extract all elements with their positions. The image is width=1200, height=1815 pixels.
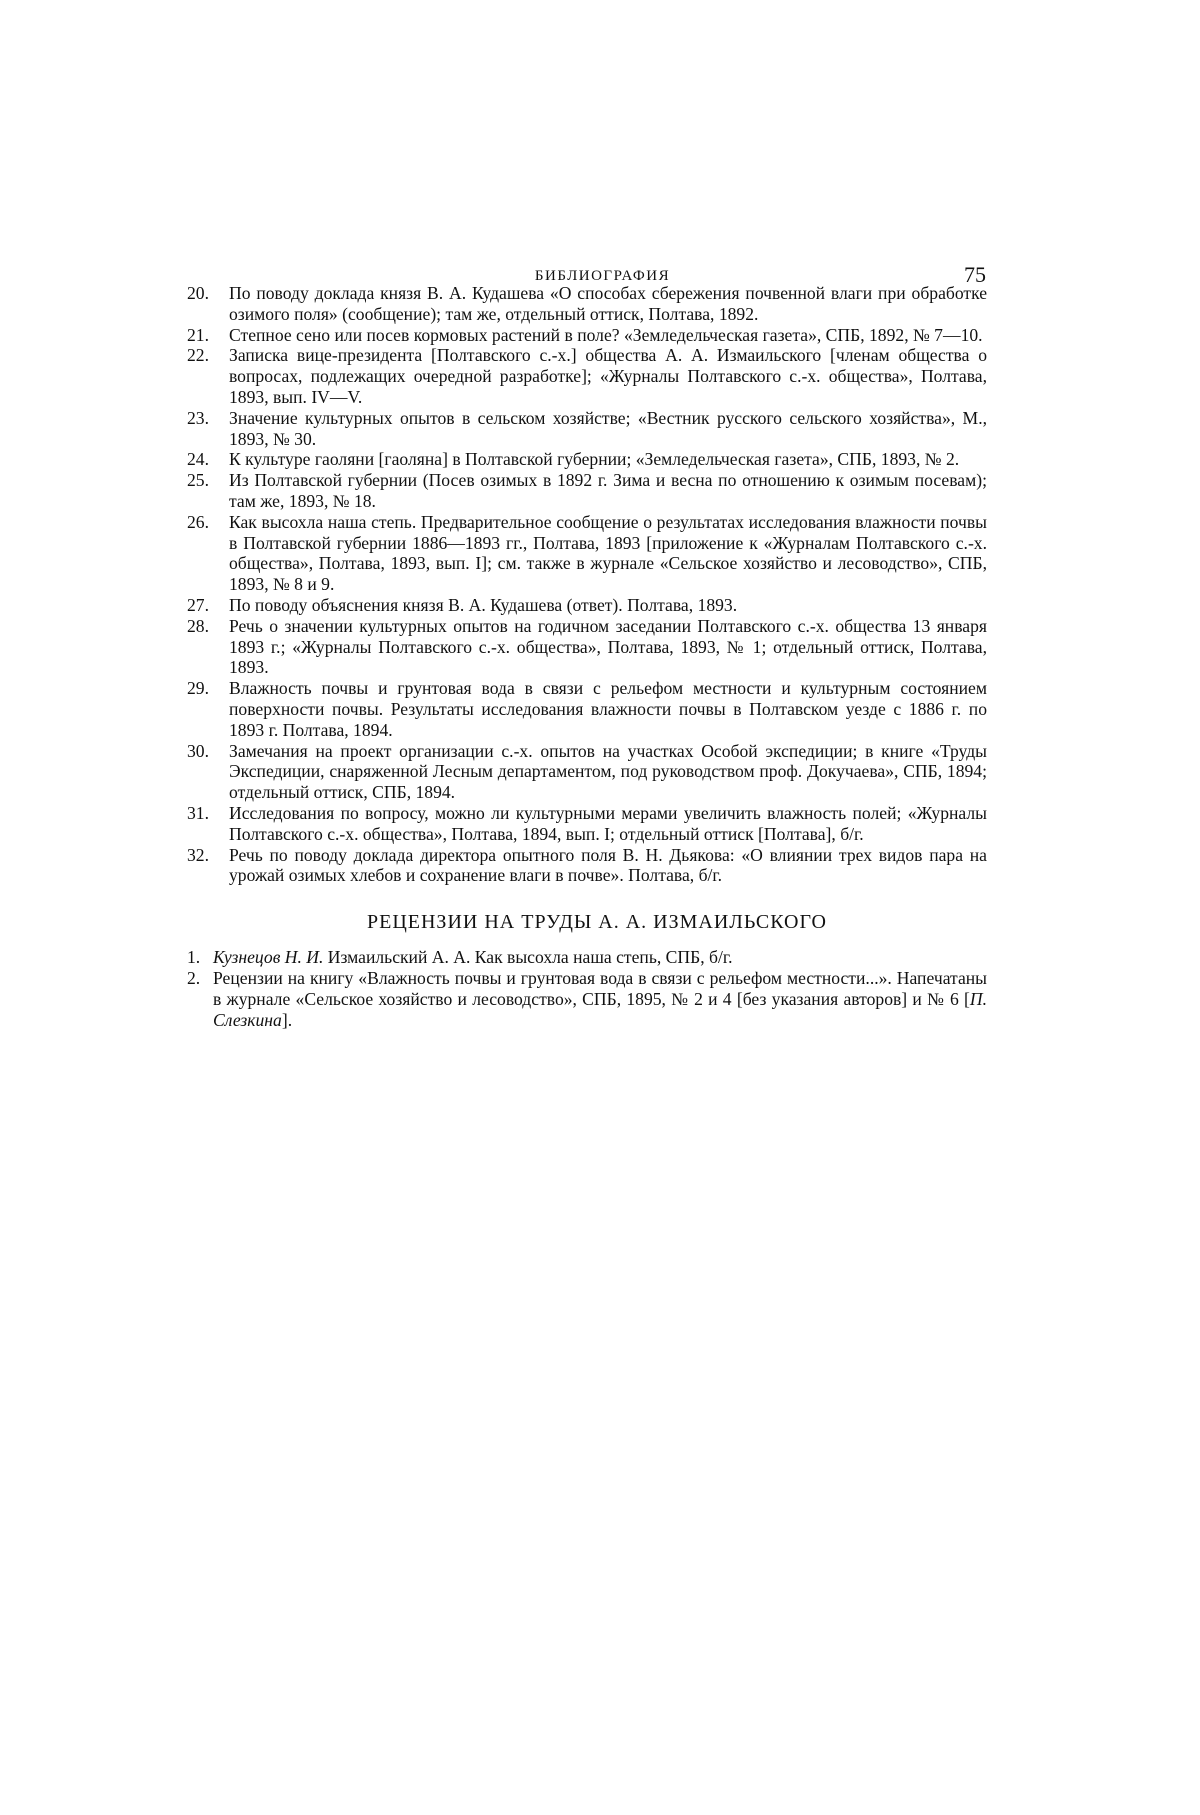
review-author: П. Слезкина: [213, 989, 987, 1030]
page-number: 75: [964, 262, 986, 288]
entry-number: 32.: [187, 845, 225, 866]
bibliography-entry: [187, 325, 987, 346]
entry-number: 23.: [187, 408, 225, 429]
entry-text: Речь по поводу доклада директора опытного поля В. Н. Дьякова: «О влиянии трех видов пара на урожай озимых хлебов и сохранение влаги в почве». Полтава, б/г.: [229, 845, 987, 886]
review-entry: [187, 947, 987, 968]
review-text: Рецензии на книгу «Влажность почвы и грунтовая вода в связи с рельефом местности...». Напечатаны в журнале «Сельское хозяйство и лесоводство», СПБ, 1895, № 2 и 4 [без указания авторов] и № 6 [: [213, 968, 987, 1009]
entry-text: Речь о значении культурных опытов на годичном заседании Полтавского с.-х. общества 13 января 1893 г.; «Журналы Полтавского с.-х. общества», Полтава, 1893, № 1; отдельный оттиск, Полтава, 1893.: [229, 616, 987, 678]
bibliography-entry: [187, 803, 987, 845]
review-tail: ].: [282, 1010, 292, 1030]
entry-text: Замечания на проект организации с.-х. опытов на участках Особой экспедиции; в книге «Труды Экспедиции, снаряженной Лесным департаментом, под руководством проф. Докучаева», СПБ, 1894; отдельный оттиск, СПБ, 1894.: [229, 741, 987, 803]
entry-text: Влажность почвы и грунтовая вода в связи с рельефом местности и культурным состоянием поверхности почвы. Результаты исследования влажности почвы в Полтавском уезде с 1886 г. по 1893 г. Полтава, 1894.: [229, 678, 987, 740]
entry-number: 31.: [187, 803, 225, 824]
entry-text: По поводу доклада князя В. А. Кудашева «О способах сбережения почвенной влаги при обработке озимого поля» (сообщение); там же, отдельный оттиск, Полтава, 1892.: [229, 283, 987, 324]
review-number: 1.: [187, 947, 211, 968]
entry-text: Значение культурных опытов в сельском хозяйстве; «Вестник русского сельского хозяйства», М., 1893, № 30.: [229, 408, 987, 449]
running-title: БИБЛИОГРАФИЯ: [215, 268, 990, 285]
entry-text: Как высохла наша степь. Предварительное сообщение о результатах исследования влажности почвы в Полтавской губернии 1886—1893 гг., Полтава, 1893 [приложение к «Журналам Полтавского с.-х. общества», Полтава, 1893, вып. I]; см. также в журнале «Сельское хозяйство и лесоводство», СПБ, 1893, № 8 и 9.: [229, 512, 987, 594]
entry-text: К культуре гаоляни [гаоляна] в Полтавской губернии; «Земледельческая газета», СПБ, 1893, № 2.: [229, 449, 959, 469]
entry-text: Степное сено или посев кормовых растений в поле? «Земледельческая газета», СПБ, 1892, № 7—10.: [229, 325, 983, 345]
entry-number: 28.: [187, 616, 225, 637]
entry-number: 21.: [187, 325, 225, 346]
entry-number: 20.: [187, 283, 225, 304]
review-text: Измаильский А. А. Как высохла наша степь, СПБ, б/г.: [323, 947, 732, 967]
entry-text: Исследования по вопросу, можно ли культурными мерами увеличить влажность полей; «Журналы Полтавского с.-х. общества», Полтава, 1894, вып. I; отдельный оттиск [Полтава], б/г.: [229, 803, 987, 844]
bibliography-entry: [187, 345, 987, 407]
bibliography-entry: [187, 449, 987, 470]
reviews-heading: РЕЦЕНЗИИ НА ТРУДЫ А. А. ИЗМАИЛЬСКОГО: [187, 911, 987, 934]
entry-number: 27.: [187, 595, 225, 616]
bibliography-entry: [187, 512, 987, 595]
bibliography-entry: [187, 470, 987, 512]
entry-text: Из Полтавской губернии (Посев озимых в 1892 г. Зима и весна по отношению к озимым посевам); там же, 1893, № 18.: [229, 470, 987, 511]
entry-number: 26.: [187, 512, 225, 533]
review-number: 2.: [187, 968, 211, 989]
bibliography-entry: [187, 616, 987, 678]
bibliography-entry: [187, 741, 987, 803]
entry-text: Записка вице-президента [Полтавского с.-х.] общества А. А. Измаильского [членам общества о вопросах, подлежащих очередной разработке]; «Журналы Полтавского с.-х. общества», Полтава, 1893, вып. IV—V.: [229, 345, 987, 407]
entry-number: 25.: [187, 470, 225, 491]
bibliography-entry: [187, 845, 987, 887]
review-author: Кузнецов Н. И.: [213, 947, 323, 967]
bibliography-entry: [187, 283, 987, 325]
bibliography-column: [187, 283, 987, 1030]
bibliography-entry: [187, 595, 987, 616]
document-page: [0, 0, 1200, 1815]
entry-text: По поводу объяснения князя В. А. Кудашева (ответ). Полтава, 1893.: [229, 595, 737, 615]
entry-number: 24.: [187, 449, 225, 470]
entry-number: 30.: [187, 741, 225, 762]
bibliography-entry: [187, 678, 987, 740]
entry-number: 29.: [187, 678, 225, 699]
entry-number: 22.: [187, 345, 225, 366]
review-entry: [187, 968, 987, 1030]
bibliography-entry: [187, 408, 987, 450]
